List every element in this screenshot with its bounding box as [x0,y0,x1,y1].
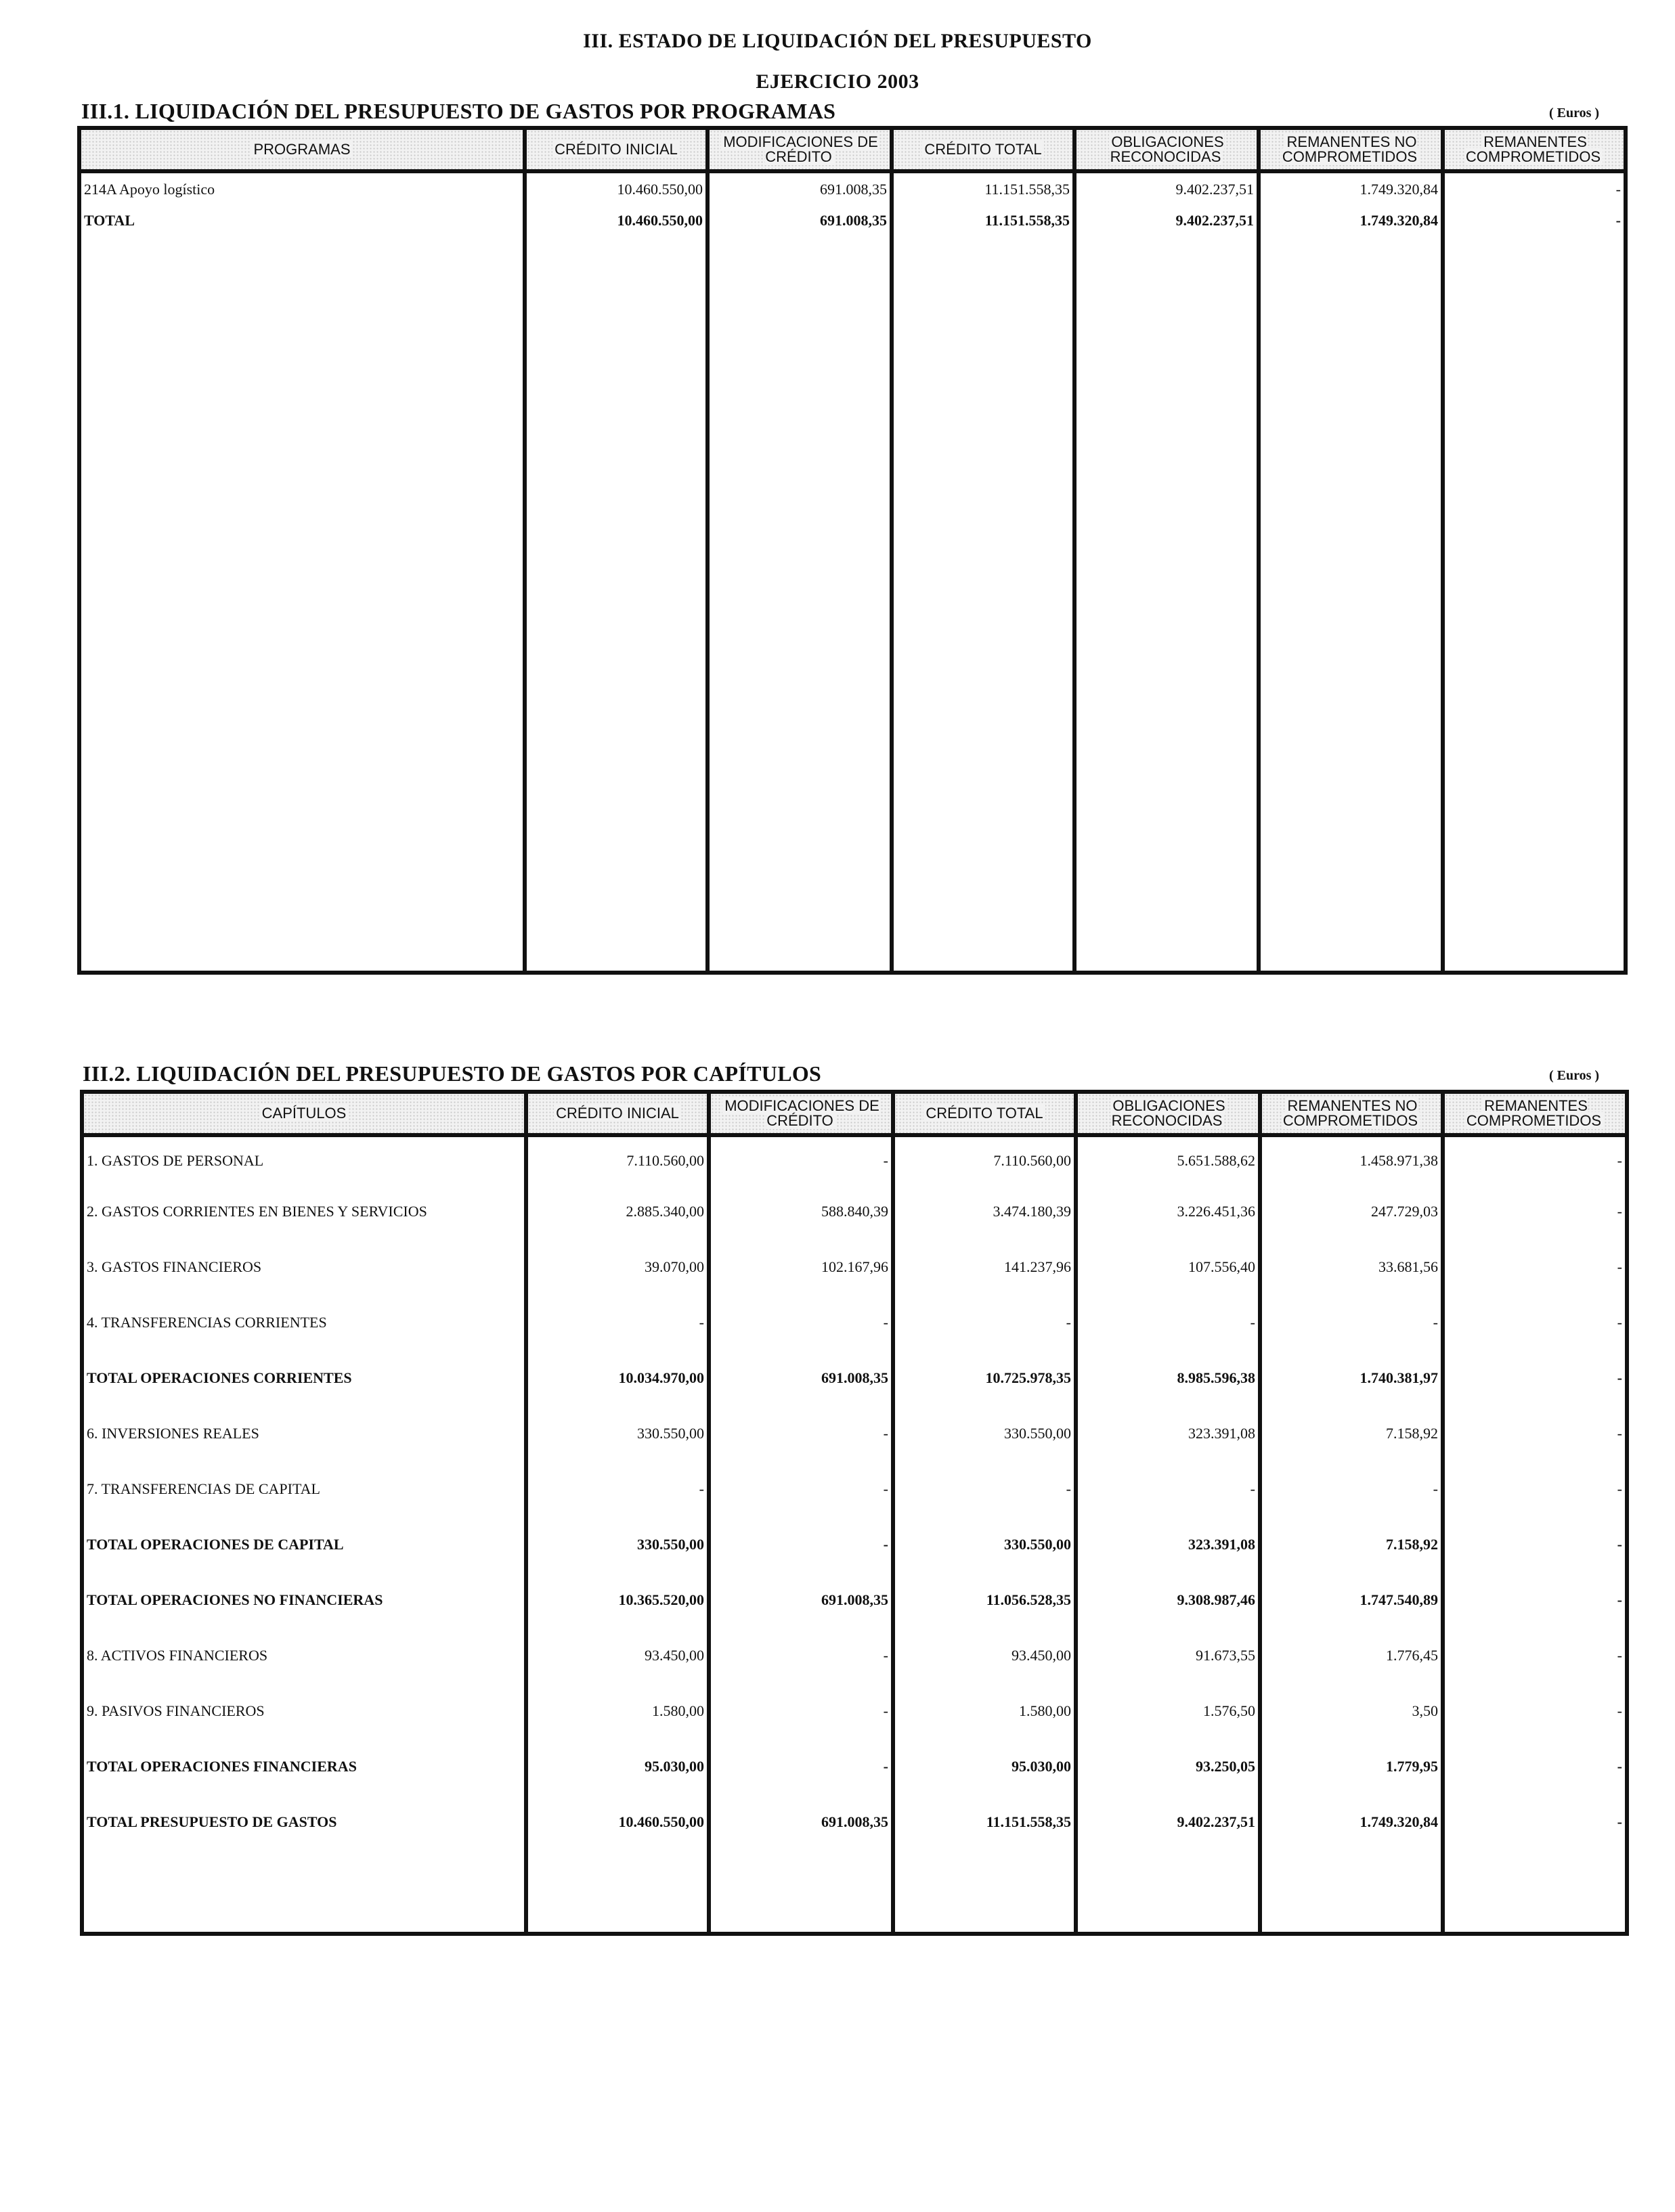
cell-value: 330.550,00 [526,1517,709,1572]
row-label: TOTAL PRESUPUESTO DE GASTOS [82,1794,526,1850]
empty-cell [892,236,1074,973]
cell-value: 1.580,00 [893,1683,1076,1739]
cell-value: 330.550,00 [893,1406,1076,1461]
row-label: 9. PASIVOS FINANCIEROS [82,1683,526,1739]
cell-value: 11.056.528,35 [893,1572,1076,1628]
column-header-programas: PROGRAMAS [79,128,525,171]
cell-value: - [526,1295,709,1350]
column-header-credito-inicial: CRÉDITO INICIAL [525,128,708,171]
column-header-credito-total: CRÉDITO TOTAL [892,128,1074,171]
cell-value: - [709,1461,893,1517]
table-row [82,1794,1627,1850]
column-header-credito-inicial: CRÉDITO INICIAL [526,1092,709,1135]
cell-value: - [1260,1461,1443,1517]
table-row [82,1517,1627,1572]
cell-value: 5.651.588,62 [1076,1135,1260,1184]
column-header-remanentes-comprometidos: REMANENTES COMPROMETIDOS [1443,1092,1627,1135]
cell-value: 93.450,00 [893,1628,1076,1683]
programas-section-title: III.1. LIQUIDACIÓN DEL PRESUPUESTO DE GASTOS POR PROGRAMAS [81,99,836,123]
cell-value: - [709,1135,893,1184]
cell-value: 3,50 [1260,1683,1443,1739]
column-header-modificaciones: MODIFICACIONES DE CRÉDITO [709,1092,893,1135]
cell-value: - [709,1517,893,1572]
cell-value: - [709,1628,893,1683]
cell-value: - [1443,1628,1627,1683]
cell-value: 11.151.558,35 [892,171,1074,205]
capitulos-section-title: III.2. LIQUIDACIÓN DEL PRESUPUESTO DE GASTOS POR CAPÍTULOS [83,1061,822,1086]
cell-value: 95.030,00 [893,1739,1076,1794]
cell-value: 39.070,00 [526,1239,709,1295]
cell-value: - [1443,1350,1627,1406]
row-label: 8. ACTIVOS FINANCIEROS [82,1628,526,1683]
cell-value: 691.008,35 [709,1350,893,1406]
table-row [82,1572,1627,1628]
cell-value: 3.226.451,36 [1076,1184,1260,1239]
row-label: 7. TRANSFERENCIAS DE CAPITAL [82,1461,526,1517]
cell-value: 10.460.550,00 [525,171,708,205]
empty-cell [1076,1850,1260,1934]
cell-value: 323.391,08 [1076,1406,1260,1461]
cell-value: - [1076,1461,1260,1517]
cell-value: 1.576,50 [1076,1683,1260,1739]
table-row [82,1239,1627,1295]
table-row [79,171,1626,205]
cell-value: 323.391,08 [1076,1517,1260,1572]
table-row [82,1350,1627,1406]
empty-cell [893,1850,1076,1934]
cell-value: 1.458.971,38 [1260,1135,1443,1184]
cell-value: - [1443,1683,1627,1739]
column-header-remanentes-no-comprometidos: REMANENTES NO COMPROMETIDOS [1260,1092,1443,1135]
cell-value: - [1443,1239,1627,1295]
table-row [82,1628,1627,1683]
cell-value: 1.580,00 [526,1683,709,1739]
cell-value: - [1443,1517,1627,1572]
cell-value: 691.008,35 [709,1572,893,1628]
cell-value: 11.151.558,35 [893,1794,1076,1850]
cell-value: 10.460.550,00 [525,205,708,236]
cell-value: 2.885.340,00 [526,1184,709,1239]
programas-header-row [79,128,1626,171]
cell-value: 1.747.540,89 [1260,1572,1443,1628]
table-row [82,1739,1627,1794]
empty-cell [709,1850,893,1934]
cell-value: 93.450,00 [526,1628,709,1683]
cell-value: 10.034.970,00 [526,1350,709,1406]
row-label: TOTAL [79,205,525,236]
cell-value: - [1443,1572,1627,1628]
cell-value: 7.110.560,00 [893,1135,1076,1184]
cell-value: 33.681,56 [1260,1239,1443,1295]
programas-table [77,126,1628,975]
cell-value: - [893,1461,1076,1517]
cell-value: 93.250,05 [1076,1739,1260,1794]
cell-value: 10.460.550,00 [526,1794,709,1850]
cell-value: 9.402.237,51 [1074,171,1259,205]
empty-cell [79,236,525,973]
column-header-credito-total: CRÉDITO TOTAL [893,1092,1076,1135]
column-header-obligaciones: OBLIGACIONES RECONOCIDAS [1074,128,1259,171]
row-label: 214A Apoyo logístico [79,171,525,205]
row-label: TOTAL OPERACIONES FINANCIERAS [82,1739,526,1794]
empty-cell [1260,1850,1443,1934]
row-label: 6. INVERSIONES REALES [82,1406,526,1461]
row-label: TOTAL OPERACIONES CORRIENTES [82,1350,526,1406]
empty-cell [1443,1850,1627,1934]
cell-value: 1.749.320,84 [1260,1794,1443,1850]
cell-value: - [1260,1295,1443,1350]
cell-value: - [709,1406,893,1461]
empty-cell [526,1850,709,1934]
cell-value: - [1076,1295,1260,1350]
cell-value: - [1443,1135,1627,1184]
cell-value: 588.840,39 [709,1184,893,1239]
empty-cell [1443,236,1626,973]
cell-value: 330.550,00 [893,1517,1076,1572]
cell-value: 330.550,00 [526,1406,709,1461]
cell-value: - [1443,1794,1627,1850]
row-label: TOTAL OPERACIONES DE CAPITAL [82,1517,526,1572]
cell-value: 91.673,55 [1076,1628,1260,1683]
cell-value: - [1443,1406,1627,1461]
empty-cell [708,236,892,973]
table-row [79,205,1626,236]
document-title: III. ESTADO DE LIQUIDACIÓN DEL PRESUPUESTO [583,30,1092,52]
cell-value: 9.308.987,46 [1076,1572,1260,1628]
programas-units-label: ( Euros ) [1549,106,1600,120]
column-header-modificaciones: MODIFICACIONES DE CRÉDITO [708,128,892,171]
column-header-capitulos: CAPÍTULOS [82,1092,526,1135]
cell-value: 691.008,35 [709,1794,893,1850]
cell-value: 107.556,40 [1076,1239,1260,1295]
empty-cell [82,1850,526,1934]
document-subtitle: EJERCICIO 2003 [756,70,919,93]
cell-value: - [1443,1295,1627,1350]
cell-value: 10.365.520,00 [526,1572,709,1628]
cell-value: - [1443,171,1626,205]
cell-value: - [1443,205,1626,236]
cell-value: 10.725.978,35 [893,1350,1076,1406]
empty-cell [525,236,708,973]
table-row [82,1135,1627,1184]
table-row [82,1461,1627,1517]
cell-value: - [709,1683,893,1739]
cell-value: 1.749.320,84 [1259,205,1443,236]
cell-value: - [893,1295,1076,1350]
cell-value: 1.779,95 [1260,1739,1443,1794]
cell-value: 691.008,35 [708,205,892,236]
cell-value: 7.158,92 [1260,1517,1443,1572]
cell-value: - [709,1739,893,1794]
cell-value: 8.985.596,38 [1076,1350,1260,1406]
cell-value: 247.729,03 [1260,1184,1443,1239]
cell-value: - [709,1295,893,1350]
row-label: TOTAL OPERACIONES NO FINANCIERAS [82,1572,526,1628]
row-label: 3. GASTOS FINANCIEROS [82,1239,526,1295]
cell-value: 1.749.320,84 [1259,171,1443,205]
cell-value: - [1443,1461,1627,1517]
cell-value: 7.158,92 [1260,1406,1443,1461]
column-header-obligaciones: OBLIGACIONES RECONOCIDAS [1076,1092,1260,1135]
cell-value: 691.008,35 [708,171,892,205]
cell-value: 141.237,96 [893,1239,1076,1295]
row-label: 4. TRANSFERENCIAS CORRIENTES [82,1295,526,1350]
cell-value: 9.402.237,51 [1074,205,1259,236]
column-header-remanentes-no-comprometidos: REMANENTES NO COMPROMETIDOS [1259,128,1443,171]
empty-cell [1259,236,1443,973]
table-row [82,1184,1627,1239]
capitulos-units-label: ( Euros ) [1549,1068,1600,1083]
cell-value: 3.474.180,39 [893,1184,1076,1239]
cell-value: 9.402.237,51 [1076,1794,1260,1850]
empty-cell [1074,236,1259,973]
column-header-remanentes-comprometidos: REMANENTES COMPROMETIDOS [1443,128,1626,171]
cell-value: 1.776,45 [1260,1628,1443,1683]
cell-value: - [1443,1739,1627,1794]
row-label: 2. GASTOS CORRIENTES EN BIENES Y SERVICIOS [82,1184,526,1239]
capitulos-header-row [82,1092,1627,1135]
cell-value: 7.110.560,00 [526,1135,709,1184]
empty-filler-row [82,1850,1627,1934]
cell-value: 11.151.558,35 [892,205,1074,236]
row-label: 1. GASTOS DE PERSONAL [82,1135,526,1184]
table-row [82,1683,1627,1739]
cell-value: 95.030,00 [526,1739,709,1794]
cell-value: 1.740.381,97 [1260,1350,1443,1406]
empty-filler-row [79,236,1626,973]
capitulos-table [80,1090,1629,1936]
table-row [82,1406,1627,1461]
cell-value: 102.167,96 [709,1239,893,1295]
table-row [82,1295,1627,1350]
cell-value: - [1443,1184,1627,1239]
cell-value: - [526,1461,709,1517]
